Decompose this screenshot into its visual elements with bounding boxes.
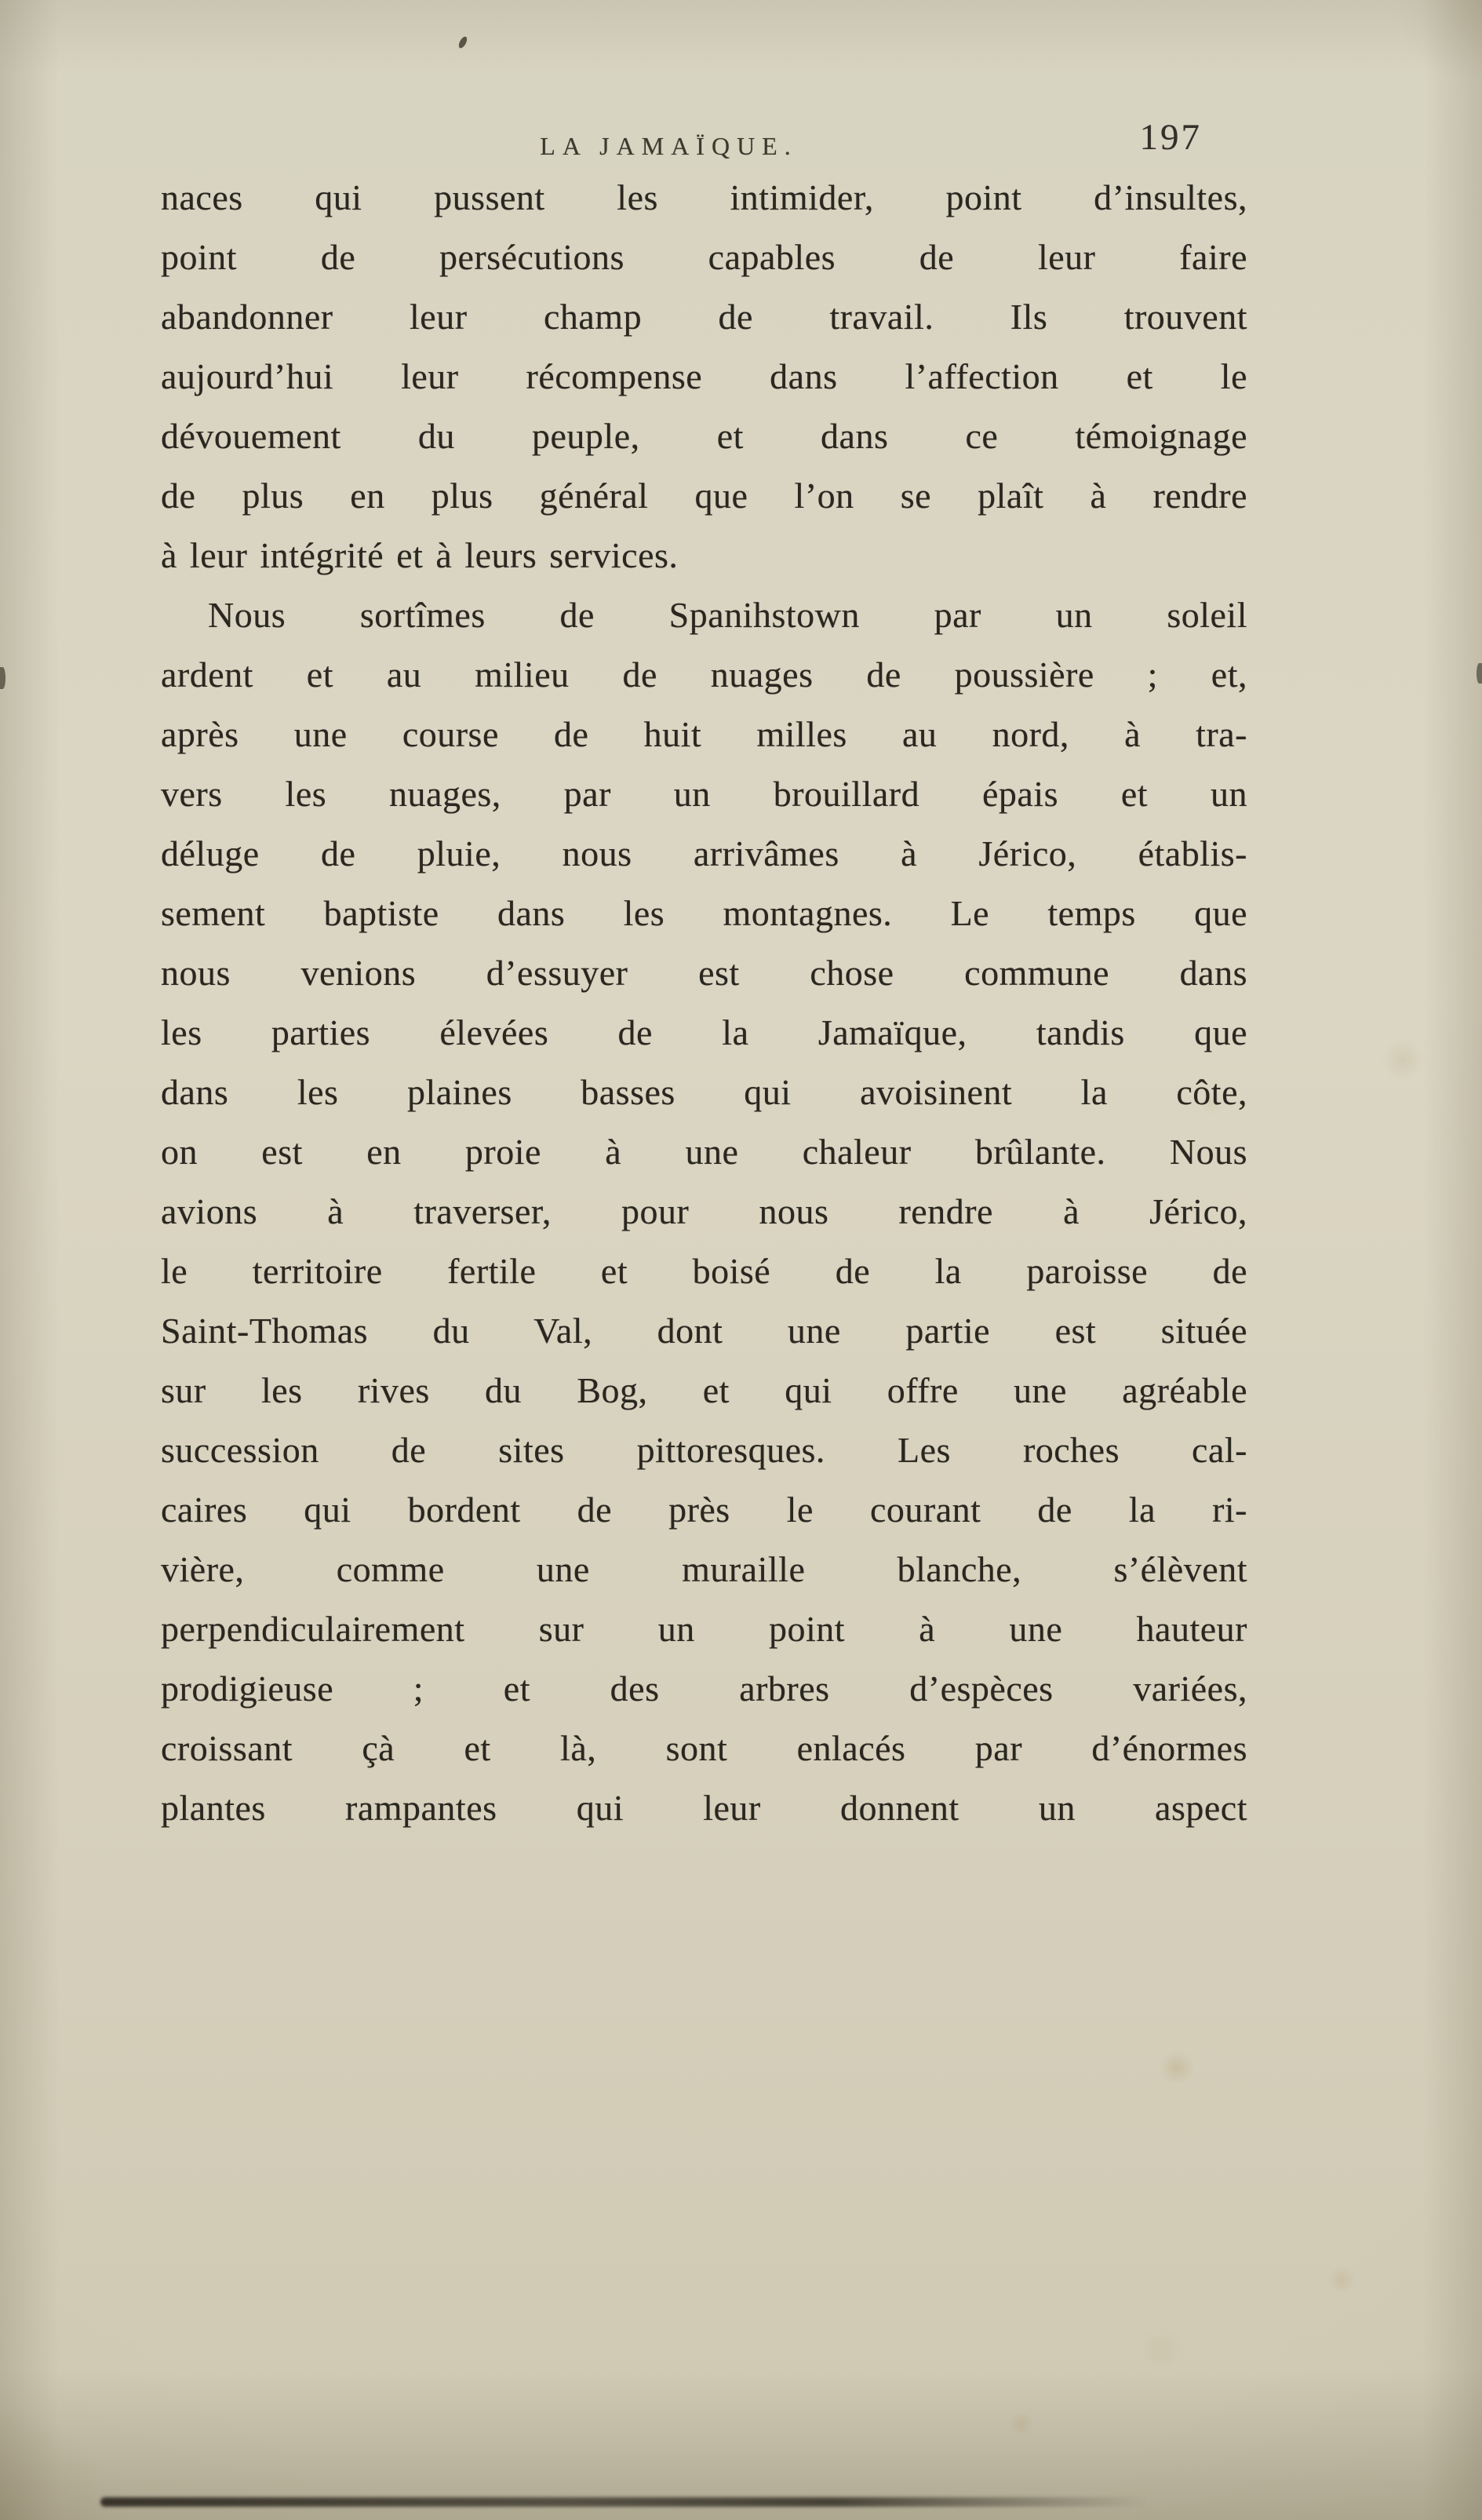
text-line: nous venions d’essuyer est chose commune dans [161, 953, 1247, 993]
text-line: le territoire fertile et boisé de la paroisse de [161, 1251, 1247, 1291]
text-line: sement baptiste dans les montagnes. Le temps que [161, 893, 1247, 933]
running-title: LA JAMAÏQUE. [540, 132, 798, 160]
text-line: après une course de huit milles au nord, à tra- [161, 714, 1247, 754]
text-line: dévouement du peuple, et dans ce témoignage [161, 416, 1247, 456]
text-line: avions à traverser, pour nous rendre à Jérico, [161, 1191, 1247, 1231]
text-line: abandonner leur champ de travail. Ils trouvent [161, 297, 1247, 337]
text-line: à leur intégrité et à leurs services. [161, 535, 679, 575]
page-header [161, 118, 1247, 174]
page-edge-shadow [100, 2497, 1148, 2507]
text-line: sur les rives du Bog, et qui offre une agréable [161, 1370, 1247, 1410]
text-line: vers les nuages, par un brouillard épais et un [161, 774, 1247, 814]
text-line: naces qui pussent les intimider, point d’insultes, [161, 177, 1247, 217]
text-line: Saint-Thomas du Val, dont une partie est située [161, 1311, 1247, 1351]
text-line: plantes rampantes qui leur donnent un aspect [161, 1788, 1247, 1828]
text-line: ardent et au milieu de nuages de poussière ; et, [161, 655, 1247, 695]
paragraph [161, 585, 1247, 1838]
ink-speck [457, 35, 468, 49]
edge-mark-right [1477, 663, 1482, 684]
edge-mark-left [0, 667, 5, 689]
text-line: Nous sortîmes de Spanihstown par un soleil [208, 595, 1247, 635]
paragraph [161, 168, 1247, 585]
text-line: succession de sites pittoresques. Les roches cal- [161, 1430, 1247, 1470]
text-line: vière, comme une muraille blanche, s’élèvent [161, 1549, 1247, 1589]
text-line: de plus en plus général que l’on se plaît à rendre [161, 476, 1247, 516]
text-line: prodigieuse ; et des arbres d’espèces variées, [161, 1668, 1247, 1709]
text-line: on est en proie à une chaleur brûlante. Nous [161, 1132, 1247, 1172]
text-line: aujourd’hui leur récompense dans l’affection et le [161, 356, 1247, 396]
page-number: 197 [1139, 117, 1202, 158]
text-line: perpendiculairement sur un point à une hauteur [161, 1609, 1247, 1649]
text-line: déluge de pluie, nous arrivâmes à Jérico, établis- [161, 833, 1247, 873]
text-line: point de persécutions capables de leur faire [161, 237, 1247, 277]
text-line: caires qui bordent de près le courant de la ri- [161, 1490, 1247, 1530]
text-line: dans les plaines basses qui avoisinent la côte, [161, 1072, 1247, 1112]
text-line: les parties élevées de la Jamaïque, tandis que [161, 1012, 1247, 1052]
text-line: croissant çà et là, sont enlacés par d’énormes [161, 1728, 1247, 1768]
text-block [161, 168, 1247, 1838]
